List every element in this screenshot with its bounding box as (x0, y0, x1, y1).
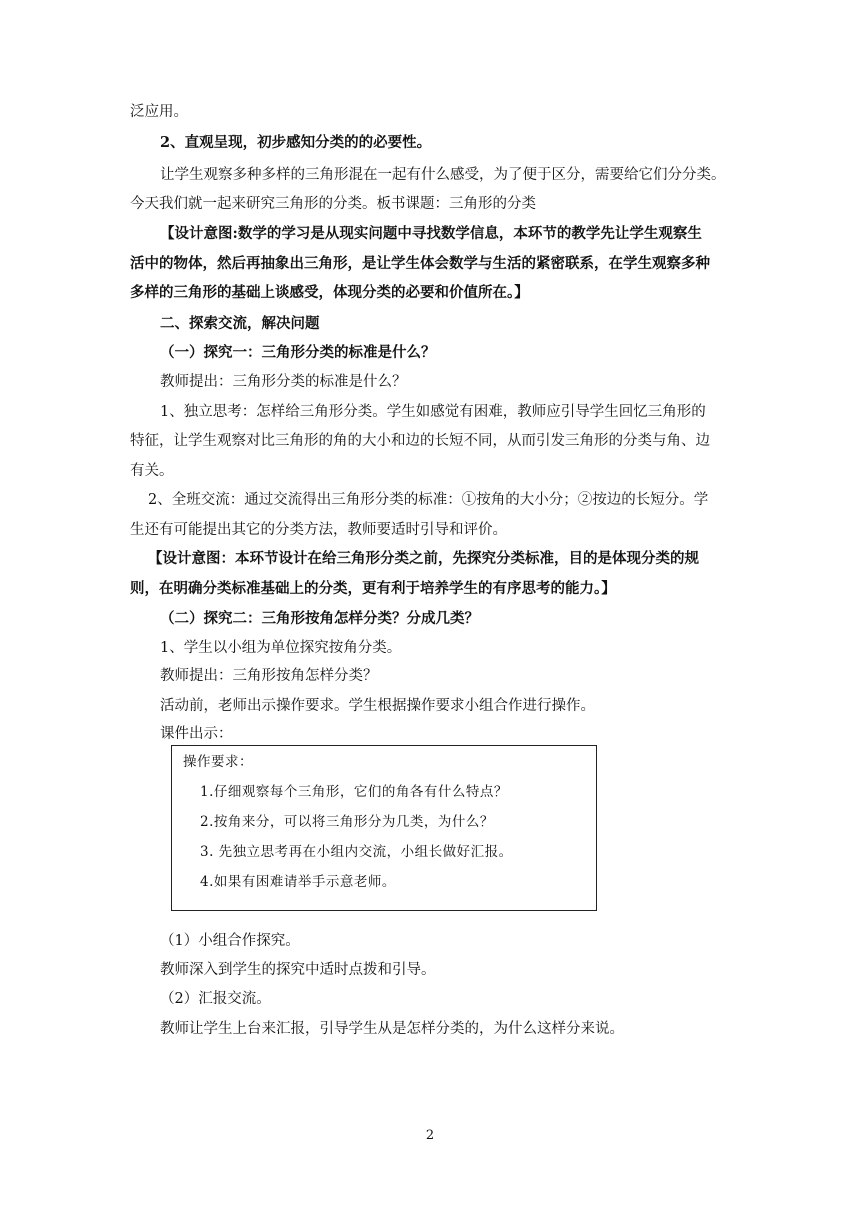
box-title: 操作要求： (183, 754, 253, 770)
design-intent-line: 【设计意图:数学的学习是从现实问题中寻找数学信息，本环节的教学先让学生观察生 (160, 225, 702, 242)
requirement-item: 4.如果有困难请举手示意老师。 (200, 874, 396, 890)
paragraph-line: 泛应用。 (130, 104, 188, 120)
design-intent-line: 活中的物体，然后再抽象出三角形，是让学生体会数学与生活的紧密联系，在学生观察多种 (130, 255, 710, 272)
paragraph-line: 2、全班交流：通过交流得出三角形分类的标准：①按角的大小分；②按边的长短分。学 (148, 492, 709, 508)
page-number: 2 (425, 1128, 435, 1143)
design-intent-line: 【设计意图：本环节设计在给三角形分类之前，先探究分类标准，目的是体现分类的规 (148, 550, 699, 567)
section-heading: 二、探索交流，解决问题 (160, 315, 320, 332)
paragraph-line: 教师提出：三角形按角怎样分类？ (160, 668, 378, 684)
design-intent-line: 则，在明确分类标准基础上的分类，更有利于培养学生的有序思考的能力。】 (130, 580, 616, 597)
operation-requirements-box (171, 745, 597, 911)
paragraph-line: （1）小组合作探究。 (160, 933, 300, 949)
subsection-heading: （二）探究二：三角形按角怎样分类？分成几类？ (160, 610, 479, 627)
paragraph-line: 让学生观察多种多样的三角形混在一起有什么感受，为了便于区分，需要给它们分分类。 (160, 167, 726, 183)
paragraph-line: 活动前，老师出示操作要求。学生根据操作要求小组合作进行操作。 (160, 698, 595, 714)
subsection-heading: （一）探究一：三角形分类的标准是什么？ (160, 344, 436, 361)
paragraph-line: 1、独立思考：怎样给三角形分类。学生如感觉有困难，教师应引导学生回忆三角形的 (160, 404, 706, 420)
requirement-item: 2.按角来分，可以将三角形分为几类，为什么？ (200, 814, 494, 830)
paragraph-line: 1、学生以小组为单位探究按角分类。 (160, 640, 402, 656)
paragraph-line: 特征，让学生观察对比三角形的角的大小和边的长短不同，从而引发三角形的分类与角、边 (130, 433, 710, 449)
paragraph-line: 教师提出：三角形分类的标准是什么？ (160, 374, 407, 390)
paragraph-line: 生还有可能提出其它的分类方法，教师要适时引导和评价。 (130, 522, 507, 538)
requirement-item: 1.仔细观察每个三角形，它们的角各有什么特点？ (200, 784, 508, 800)
paragraph-line: 有关。 (130, 463, 174, 479)
paragraph-line: 教师让学生上台来汇报，引导学生从是怎样分类的，为什么这样分来说。 (160, 1021, 624, 1037)
paragraph-line: 教师深入到学生的探究中适时点拨和引导。 (160, 962, 436, 978)
design-intent-line: 多样的三角形的基础上谈感受，体现分类的必要和价值所在。】 (130, 284, 529, 301)
paragraph-line: 课件出示： (160, 726, 233, 742)
section-heading: 2、直观呈现，初步感知分类的的必要性。 (160, 134, 432, 151)
requirement-item: 3. 先独立思考再在小组内交流，小组长做好汇报。 (200, 844, 513, 860)
paragraph-line: （2）汇报交流。 (160, 991, 271, 1007)
paragraph-line: 今天我们就一起来研究三角形的分类。板书课题：三角形的分类 (130, 196, 536, 212)
